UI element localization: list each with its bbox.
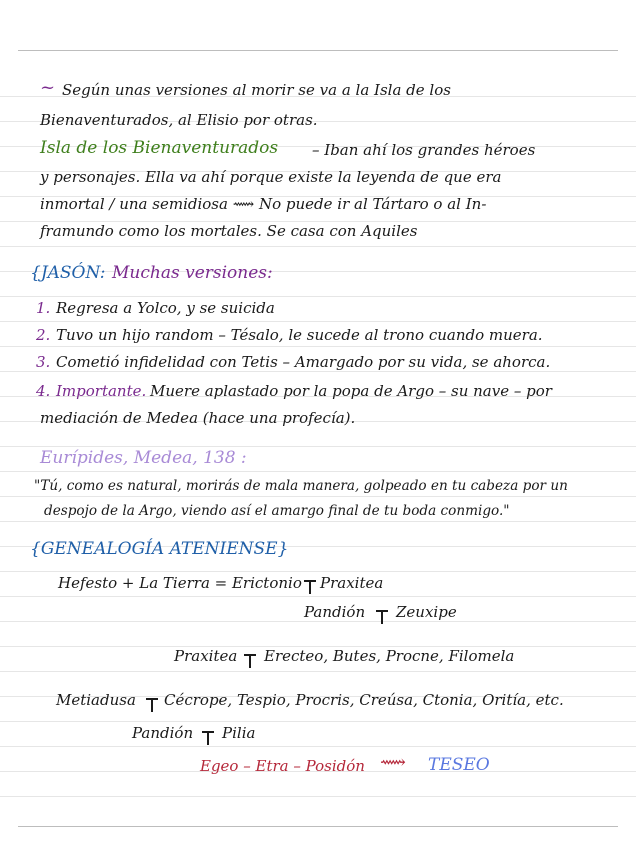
tree-row-4-left: Metiadusa — [56, 691, 136, 709]
list-item-text: Cometió infidelidad con Tetis – Amargado por su vida, se ahorca. — [56, 353, 551, 371]
list-item-continuation: mediación de Medea (hace una profecía). — [40, 409, 356, 427]
isla-line-2: y personajes. Ella va ahí porque existe la leyenda de que era — [40, 168, 502, 186]
tree-row-5-left: Pandión — [132, 724, 194, 742]
list-item-text: Regresa a Yolco, y se suicida — [56, 299, 275, 317]
union-mark — [304, 576, 316, 594]
isla-line-1-rest: – Iban ahí los grandes héroes — [312, 141, 536, 159]
jason-heading: {JASÓN: — [30, 263, 106, 283]
isla-line-3: inmortal / una semidiosa ⟿ No puede ir al Tártaro o al In- — [40, 195, 487, 213]
top-rule — [18, 50, 618, 51]
intro-line-1: Según unas versiones al morir se va a la Isla de los — [62, 81, 451, 99]
tree-row-3-right: Erecteo, Butes, Procne, Filomela — [264, 647, 515, 665]
bottom-rule — [18, 826, 618, 827]
quote-line-2: despojo de la Argo, viendo así el amargo final de tu boda conmigo." — [44, 503, 510, 519]
union-mark — [202, 727, 214, 745]
list-item-text: Muere aplastado por la popa de Argo – su nave – por — [150, 382, 552, 400]
union-mark — [244, 650, 256, 668]
isla-line-4: framundo como los mortales. Se casa con Aquiles — [40, 222, 418, 240]
tree-row-1-right: Praxitea — [320, 574, 384, 592]
important-label: Importante. — [56, 382, 147, 400]
list-item-number: 1. — [36, 299, 51, 317]
teseo-label: TESEO — [428, 755, 490, 775]
list-item-text: Tuvo un hijo random – Tésalo, le sucede al trono cuando muera. — [56, 326, 543, 344]
tree-row-3-left: Praxitea — [174, 647, 238, 665]
tree-row-1-left: Hefesto + La Tierra = Erictonio — [58, 574, 302, 592]
jason-subtitle: Muchas versiones: — [112, 263, 273, 283]
intro-line-2: Bienaventurados, al Elisio por otras. — [40, 111, 318, 129]
citation-source: Eurípides, Medea, 138 : — [40, 448, 247, 468]
list-item-number: 2. — [36, 326, 51, 344]
list-item-number: 3. — [36, 353, 51, 371]
tree-row-5-right: Pilia — [222, 724, 256, 742]
list-item-number: 4. — [36, 382, 51, 400]
tree-row-2-left: Pandión — [304, 603, 366, 621]
tree-row-4-right: Cécrope, Tespio, Procris, Creúsa, Ctonia, Oritía, etc. — [164, 691, 564, 709]
squiggle-arrow-icon: ⟿ — [380, 752, 406, 773]
union-mark — [146, 694, 158, 712]
quote-line-1: "Tú, como es natural, morirás de mala manera, golpeado en tu cabeza por un — [34, 478, 568, 494]
union-mark — [376, 606, 388, 624]
tree-row-2-right: Zeuxipe — [396, 603, 457, 621]
wave-marker: ~ — [40, 77, 56, 98]
genealogia-heading: {GENEALOGÍA ATENIENSE} — [30, 539, 289, 559]
tree-row-6-chain: Egeo – Etra – Posidón — [200, 757, 365, 775]
isla-title: Isla de los Bienaventurados — [40, 138, 279, 158]
